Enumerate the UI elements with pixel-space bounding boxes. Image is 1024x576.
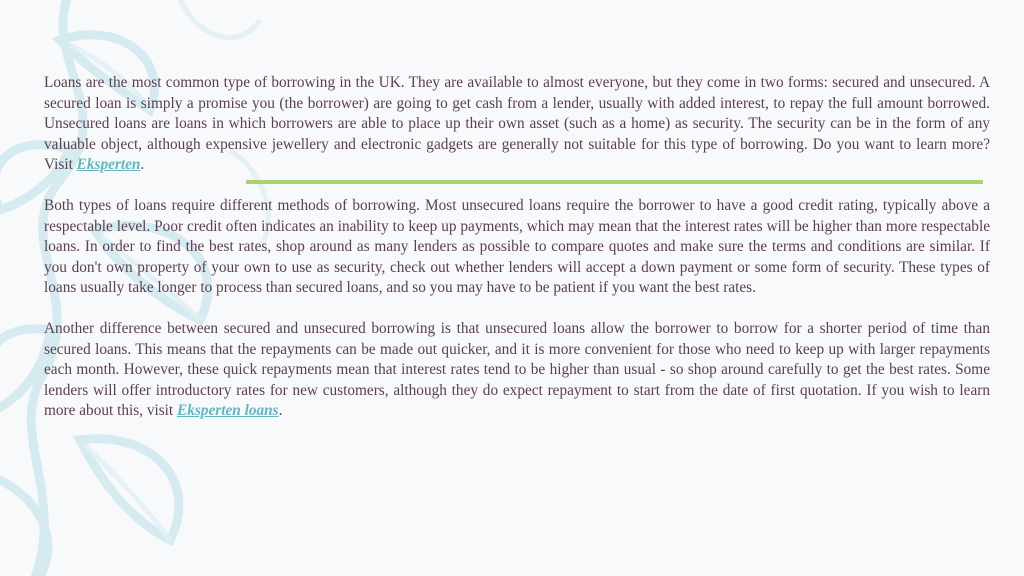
paragraph-3: Another difference between secured and unsecured borrowing is that unsecured loans allow the borrower to borrow for a shorter period of time than secured loans. This means that the repayments can be made out quicker, and it is more convenient for those who need to keep up with larger repayments each month. However, these quick repayments mean that interest rates tend to be higher than usual - so shop around carefully to get the best rates. Some lenders will offer introductory rates for new customers, although they do expect repayment to start from the date of first quotation. If you wish to learn more about this, visit Eksperten loans. [44,320,990,419]
article-body [44,73,990,422]
paragraph-1: Loans are the most common type of borrowing in the UK. They are available to almost everyone, but they come in two forms: secured and unsecured. A secured loan is simply a promise you (the borrower) are going to get cash from a lender, usually with added interest, to repay the full amount borrowed. Unsecured loans are loans in which borrowers are able to place up their own asset (such as a home) as security. The security can be in the form of any valuable object, although expensive jewellery and electronic gadgets are generally not suitable for this type of borrowing. Do you want to learn more? Visit Eksperten. [44,74,990,173]
eksperten-link[interactable]: Eksperten [76,156,141,173]
green-divider [246,180,983,184]
paragraph-2: Both types of loans require different methods of borrowing. Most unsecured loans require the borrower to have a good credit rating, typically above a respectable level. Poor credit often indicates an inability to keep up payments, which may mean that the interest rates will be higher than more respectable loans. In order to find the best rates, shop around as many lenders as possible to compare quotes and make sure the terms and conditions are similar. If you don't own property of your own to use as security, check out whether lenders will accept a down payment or some form of security. These types of loans usually take longer to process than secured loans, and so you may have to be patient if you want the best rates. [44,197,990,296]
eksperten-loans-link[interactable]: Eksperten loans [177,402,279,419]
